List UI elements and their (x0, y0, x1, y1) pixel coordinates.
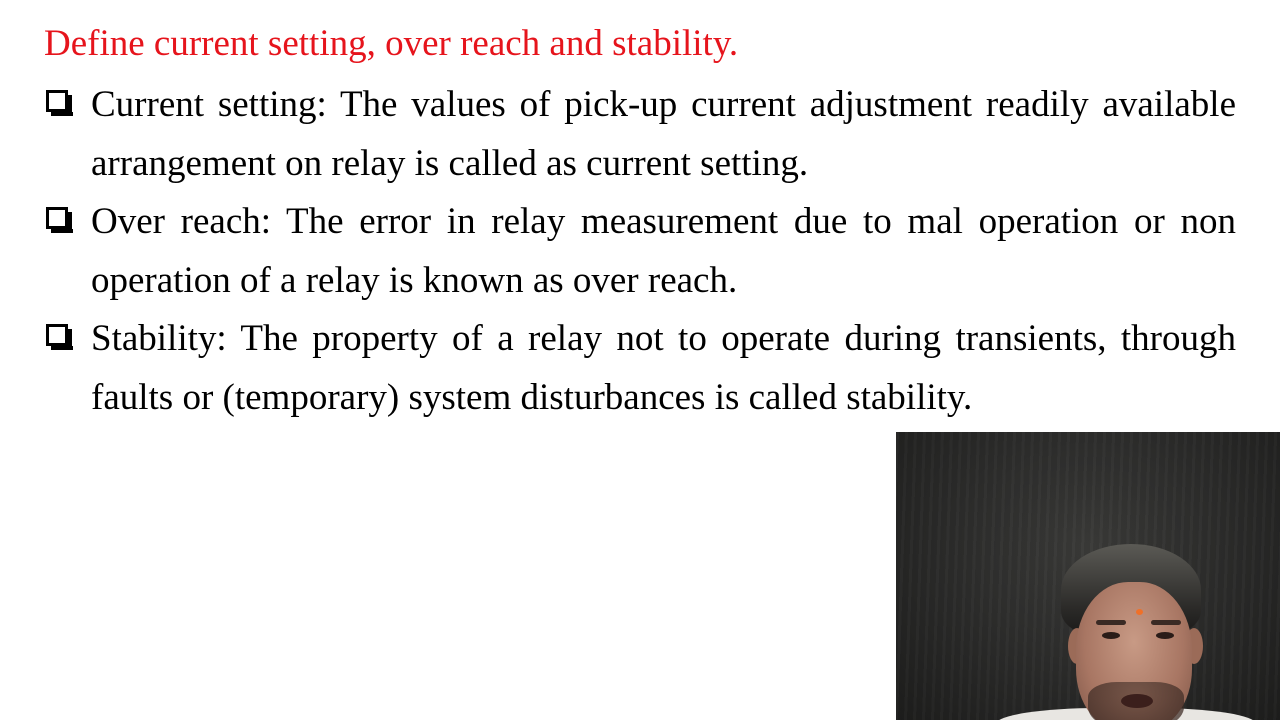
presenter-mouth (1121, 694, 1153, 708)
presenter-eye-right (1156, 632, 1174, 639)
presenter-brow-right (1151, 620, 1181, 625)
bullet-text: Over reach: The error in relay measurement due to mal operation or non operation of a relay is known as over reach. (91, 201, 1236, 301)
slide-title: Define current setting, over reach and stability. (44, 23, 739, 64)
presenter-eye-left (1102, 632, 1120, 639)
bullet-list (44, 76, 1236, 427)
presenter-tilak (1136, 609, 1143, 615)
checkbox-square-icon (46, 207, 68, 229)
checkbox-square-icon (46, 324, 68, 346)
bullet-item-current-setting (44, 76, 1236, 193)
webcam-overlay (896, 432, 1280, 720)
bullet-text: Stability: The property of a relay not to operate during transients, through faults or (temporary) system disturbances is called stability. (91, 318, 1236, 418)
checkbox-square-icon (46, 90, 68, 112)
bullet-text: Current setting: The values of pick-up current adjustment readily available arrangement on relay is called as current setting. (91, 84, 1236, 184)
bullet-item-over-reach (44, 193, 1236, 310)
presenter-brow-left (1096, 620, 1126, 625)
bullet-item-stability (44, 310, 1236, 427)
